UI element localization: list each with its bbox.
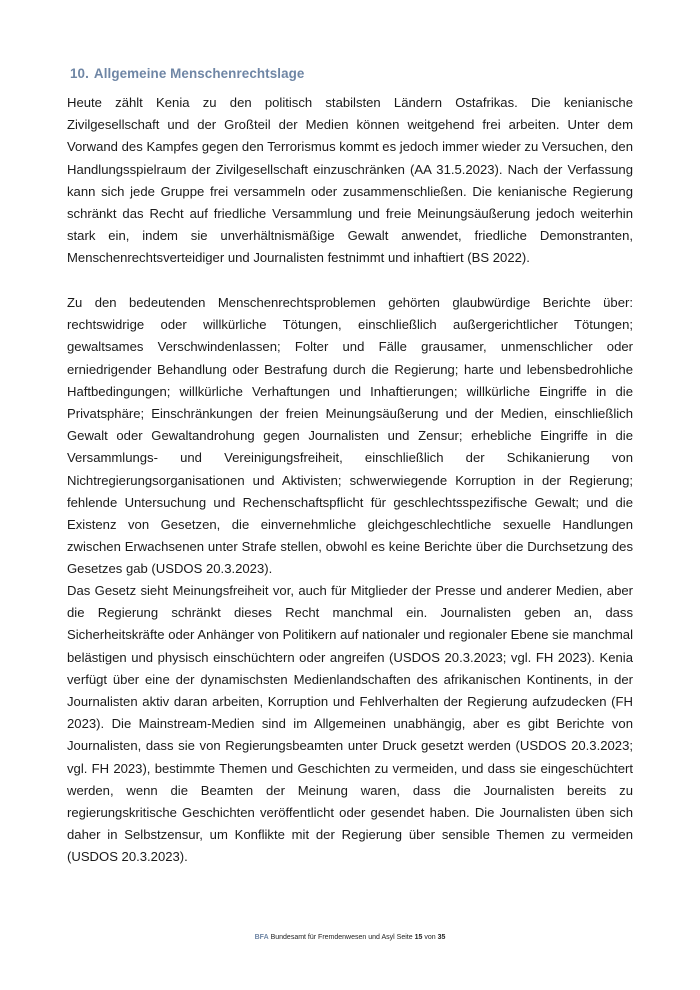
footer-page-label: Seite [396, 934, 413, 941]
section-title: Allgemeine Menschenrechtslage [93, 66, 305, 81]
paragraph: Heute zählt Kenia zu den politisch stabilsten Ländern Ostafrikas. Die kenianische Zivilgesellschaft und der Großteil der Medien können weitgehend frei arbeiten. Unter dem Vorwand des Kampfes gegen den Terrorismus kommt es jedoch immer wieder zu Versuchen, den Handlungsspielraum der Zivilgesellschaft einzuschränken (AA 31.5.2023). Nach der Verfassung kann sich jede Gruppe frei versammeln oder zusammenschließen. Die kenianische Regierung schränkt das Recht auf friedliche Versammlung und freie Meinungsäußerung jedoch weiterhin stark ein, indem sie unverhältnismäßige Gewalt anwendet, friedliche Demonstranten, Menschenrechtsverteidiger und Journalisten festnimmt und inhaftiert (BS 2022). [67, 95, 633, 266]
footer-brand: BFA [254, 934, 269, 941]
paragraph: Zu den bedeutenden Menschenrechtsproblemen gehörten glaubwürdige Berichte über: rechtswidrige oder willkürliche Tötungen, einschließlich außergerichtlicher Tötungen; gewaltsames Verschwindenlassen; Folter und Fälle grausamer, unmenschlicher oder erniedrigender Behandlung oder Bestrafung durch die Regierung; harte und lebensbedrohliche Haftbedingungen; willkürliche Verhaftungen und Inhaftierungen; willkürliche Eingriffe in die Privatsphäre; Einschränkungen der freien Meinungsäußerung und der Medien, einschließlich Gewalt oder Gewaltandrohung gegen Journalisten und Zensur; erhebliche Eingriffe in die Versammlungs- und Vereinigungsfreiheit, einschließlich der Schikanierung von Nichtregierungsorganisationen und Aktivisten; schwerwiegende Korruption in der Regierung; fehlende Untersuchung und Rechenschaftspflicht für geschlechtsspezifische Gewalt; und die Existenz von Gesetzen, die einvernehmliche gleichgeschlechtliche sexuelle Handlungen zwischen Erwachsenen unter Strafe stellen, obwohl es keine Berichte über die Durchsetzung des Gesetzes gab (USDOS 20.3.2023). [67, 295, 633, 577]
paragraph: Das Gesetz sieht Meinungsfreiheit vor, auch für Mitglieder der Presse und anderer Medien, aber die Regierung schränkt dieses Recht manchmal ein. Journalisten geben an, dass Sicherheitskräfte oder Anhänger von Politikern auf nationaler und regionaler Ebene sie manchmal belästigen und physisch einschüchtern oder angreifen (USDOS 20.3.2023; vgl. FH 2023). Kenia verfügt über eine der dynamischsten Medienlandschaften des afrikanischen Kontinents, in der Journalisten aktiv daran arbeiten, Korruption und Fehlverhalten der Regierung aufzudecken (FH 2023). Die Mainstream-Medien sind im Allgemeinen unabhängig, aber es gibt Berichte von Journalisten, dass sie von Regierungsbeamten unter Druck gesetzt werden (USDOS 20.3.2023; vgl. FH 2023), bestimmte Themen und Geschichten zu vermeiden, und dass sie eingeschüchtert werden, wenn die Beamten der Meinung waren, dass die Journalisten bereits zu regierungskritische Geschichten veröffentlicht oder gesendet haben. Die Journalisten üben sich daher in Selbstzensur, um Konflikte mit der Regierung über sensible Themen zu vermeiden (USDOS 20.3.2023). [67, 583, 633, 865]
footer-page-total: 35 [437, 934, 446, 941]
footer-page-separator: von [424, 934, 436, 941]
footer-organization: Bundesamt für Fremdenwesen und Asyl [270, 934, 395, 941]
footer-page-current: 15 [414, 934, 423, 941]
page-footer [0, 934, 700, 941]
section-heading [70, 66, 304, 81]
section-number: 10. [70, 66, 89, 81]
